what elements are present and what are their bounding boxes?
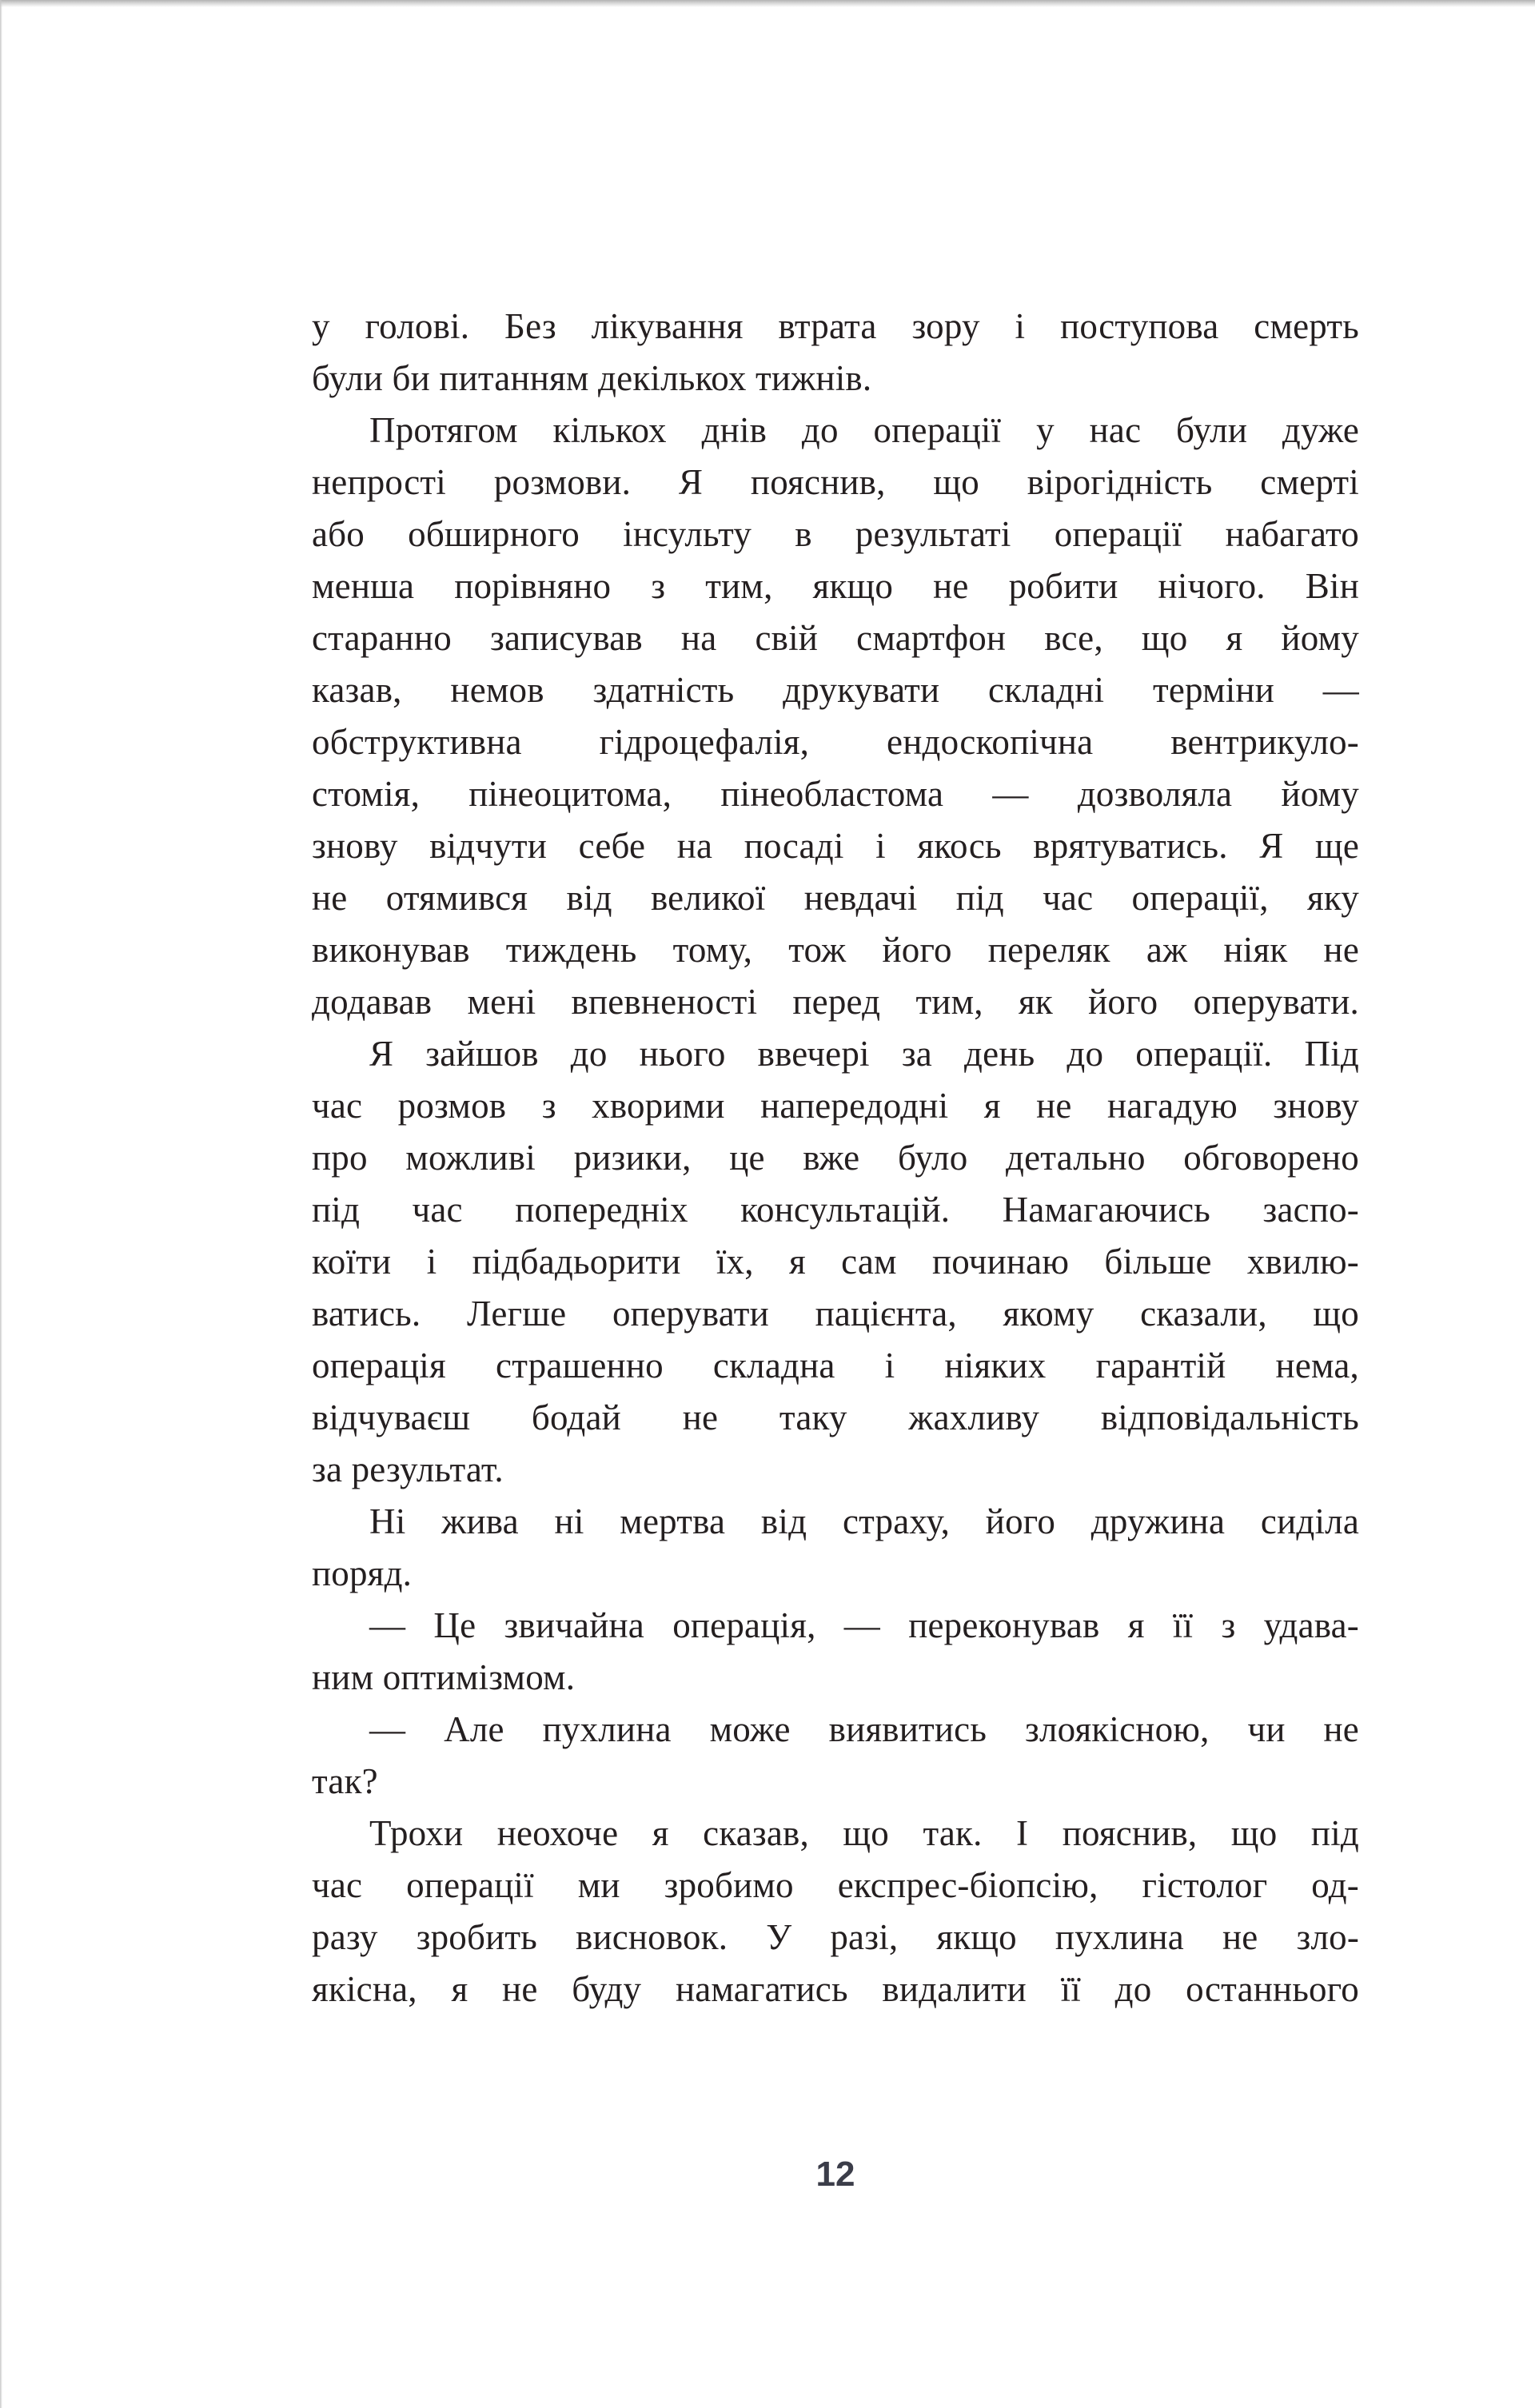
text-line: обструктивна гідроцефалія, ендоскопічна вентрикуло- [312, 722, 1359, 762]
text-line: час операції ми зробимо експрес-біопсію, гістолог од- [312, 1865, 1359, 1905]
text-line: не отямився від великої невдачі під час операції, яку [312, 878, 1359, 918]
text-line: так? [312, 1761, 378, 1801]
text-line: ватись. Легше оперувати пацієнта, якому сказали, що [312, 1294, 1359, 1334]
page-number: 12 [815, 2155, 855, 2194]
text-line: час розмов з хворими напередодні я не нагадую знову [312, 1086, 1359, 1126]
text-line: виконував тиждень тому, тож його переляк аж ніяк не [312, 930, 1359, 970]
text-line: про можливі ризики, це вже було детально обговорено [312, 1138, 1359, 1178]
text-line: Протягом кількох днів до операції у нас були дуже [369, 410, 1359, 450]
text-line: поряд. [312, 1553, 413, 1593]
text-line: знову відчути себе на посаді і якось врятуватись. Я ще [312, 826, 1359, 866]
text-line: — Але пухлина може виявитись злоякісною, чи не [369, 1709, 1359, 1749]
text-line: операція страшенно складна і ніяких гарантій нема, [312, 1346, 1359, 1385]
text-line: Ні жива ні мертва від страху, його дружина сиділа [369, 1501, 1359, 1541]
page-top-edge [0, 0, 1535, 7]
text-line: коїти і підбадьорити їх, я сам починаю більше хвилю- [312, 1242, 1359, 1282]
text-line: якісна, я не буду намагатись видалити її до останнього [312, 1969, 1359, 2009]
text-line: були би питанням декількох тижнів. [312, 358, 872, 398]
text-line: Трохи неохоче я сказав, що так. І пояснив, що під [369, 1813, 1359, 1853]
text-line: відчуваєш бодай не таку жахливу відповідальність [312, 1397, 1359, 1437]
page-left-edge [0, 0, 2, 2408]
text-line: або обширного інсульту в результаті операції набагато [312, 514, 1359, 554]
text-line: стомія, пінеоцитома, пінеобластома — дозволяла йому [312, 774, 1359, 814]
text-line: — Це звичайна операція, — переконував я її з удава- [369, 1605, 1359, 1645]
text-line: Я зайшов до нього ввечері за день до операції. Під [369, 1034, 1359, 1074]
text-line: під час попередніх консультацій. Намагаючись заспо- [312, 1190, 1359, 1230]
text-line: непрості розмови. Я пояснив, що вірогідність смерті [312, 462, 1359, 502]
text-line: казав, немов здатність друкувати складні терміни — [312, 670, 1359, 710]
text-block [312, 301, 1359, 2015]
text-line: ним оптимізмом. [312, 1657, 576, 1697]
text-line: у голові. Без лікування втрата зору і поступова смерть [312, 306, 1359, 346]
text-line: за результат. [312, 1449, 504, 1489]
text-line: додавав мені впевненості перед тим, як його оперувати. [312, 982, 1359, 1022]
text-line: старанно записував на свій смартфон все, що я йому [312, 618, 1359, 658]
text-line: менша порівняно з тим, якщо не робити нічого. Він [312, 566, 1359, 606]
text-line: разу зробить висновок. У разі, якщо пухлина не зло- [312, 1917, 1359, 1957]
